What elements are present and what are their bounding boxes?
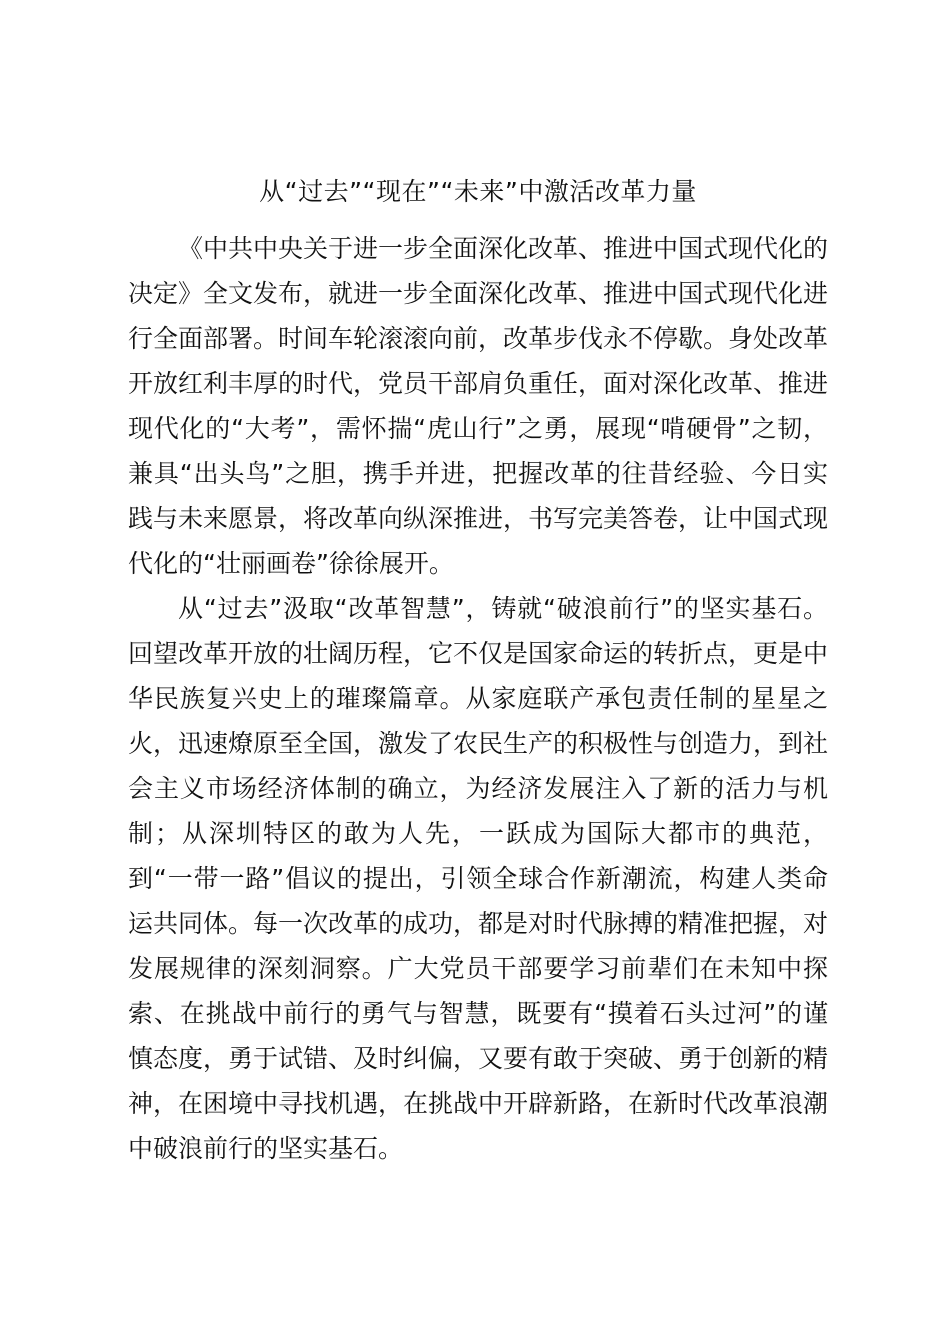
document-title: 从“过去”“现在”“未来”中激活改革力量 bbox=[259, 177, 697, 206]
paragraph-past: 从“过去”汲取“改革智慧”，铸就“破浪前行”的坚实基石。回望改革开放的壮阔历程，它不仅是国家命运的转折点，更是中华民族复兴史上的璀璨篇章。从家庭联产承包责任制的星星之火，迅速燎原至全国，激发了农民生产的积极性与创造力，到社会主义市场经济体制的确立，为经济发展注入了新的活力与机制；从深圳特区的敢为人先，一跃成为国际大都市的典范，到“一带一路”倡议的提出，引领全球合作新潮流，构建人类命运共同体。每一次改革的成功，都是对时代脉搏的精准把握，对发展规律的深刻洞察。广大党员干部要学习前辈们在未知中探索、在挑战中前行的勇气与智慧，既要有“摸着石头过河”的谨慎态度，勇于试错、及时纠偏，又要有敢于突破、勇于创新的精神，在困境中寻找机遇，在挑战中开辟新路，在新时代改革浪潮中破浪前行的坚实基石。 bbox=[128, 594, 829, 1163]
document-page bbox=[128, 172, 828, 1171]
paragraph-intro: 《中共中央关于进一步全面深化改革、推进中国式现代化的决定》全文发布，就进一步全面深化改革、推进中国式现代化进行全面部署。时间车轮滚滚向前，改革步伐永不停歇。身处改革开放红利丰厚的时代，党员干部肩负重任，面对深化改革、推进现代化的“大考”，需怀揣“虎山行”之勇，展现“啃硬骨”之韧，兼具“出头鸟”之胆，携手并进，把握改革的往昔经验、今日实践与未来愿景，将改革向纵深推进，书写完美答卷，让中国式现代化的“壮丽画卷”徐徐展开。 bbox=[128, 234, 829, 578]
